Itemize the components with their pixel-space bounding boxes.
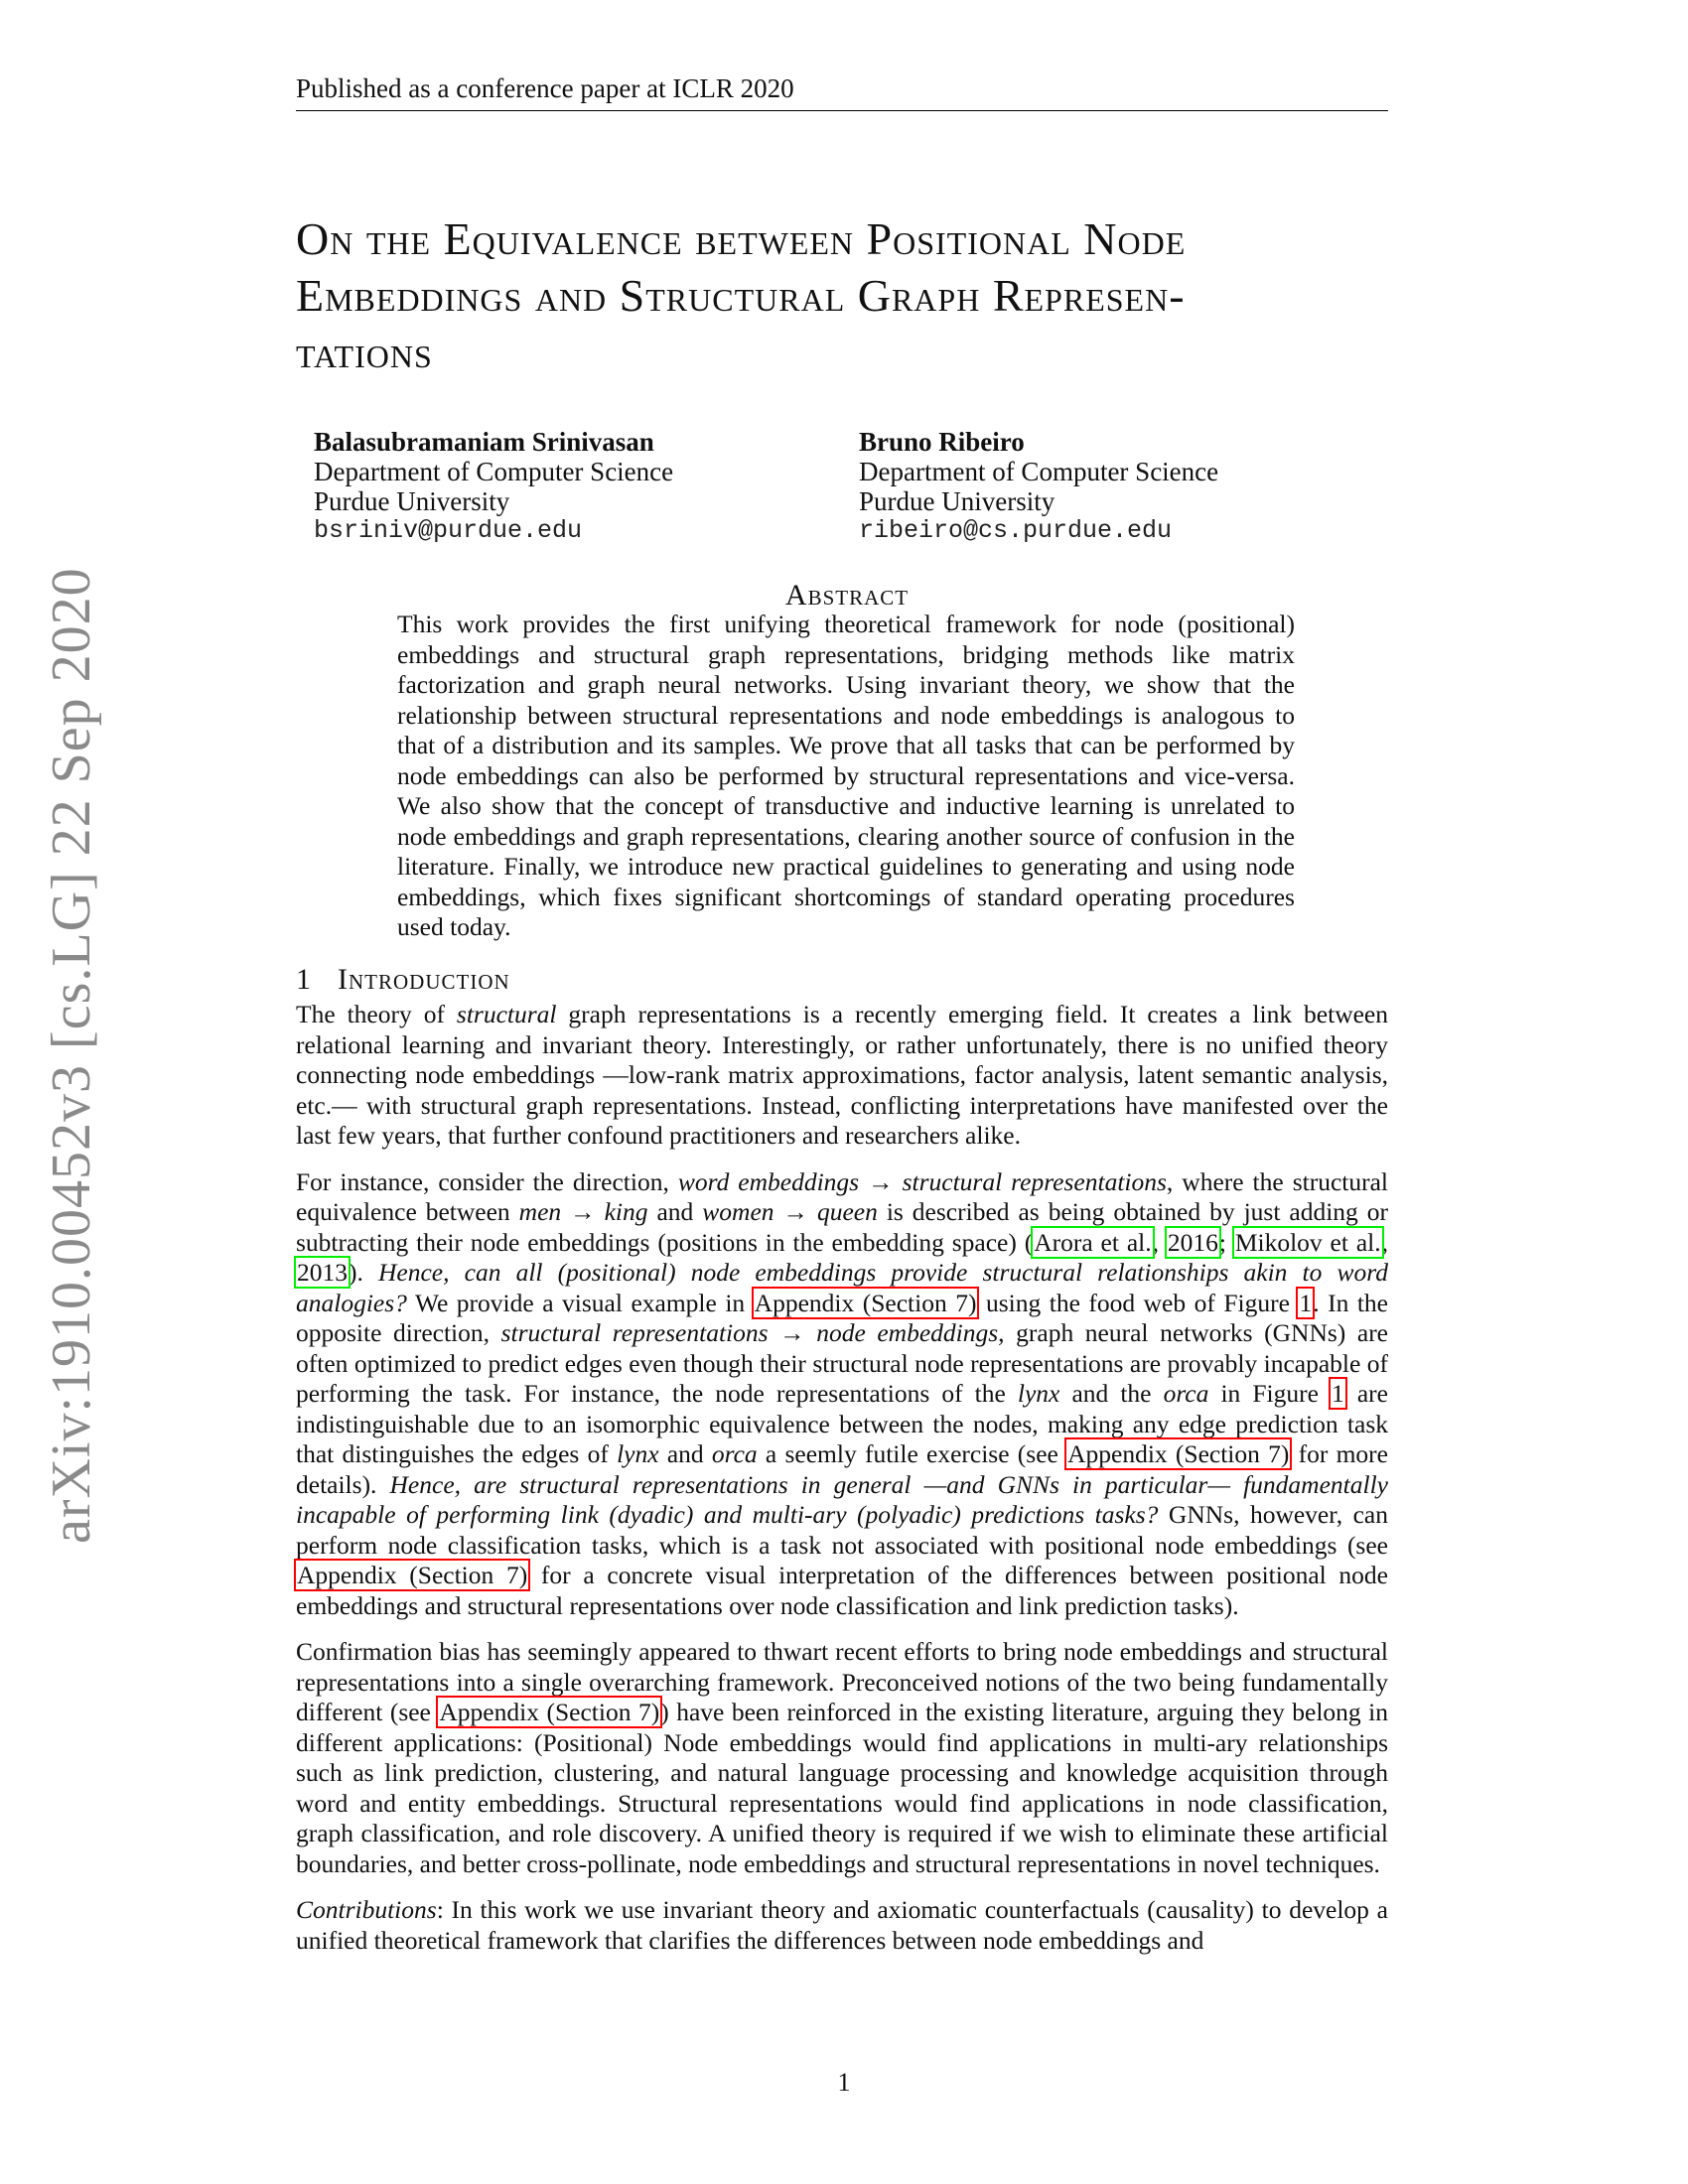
abstract-text: This work provides the first unifying theoretical framework for node (positional) embeddings and structural graph representations, bridging methods like matrix factorization and graph neural networks. Using invariant theory, we show that the relationship between structural representations and node embeddings is analogous to that of a distribution and its samples. We prove that all tasks that can be performed by node embeddings can also be performed by structural representations and vice-versa. We also show that the concept of transductive and inductive learning is unrelated to node embeddings and graph representations, clearing another source of confusion in the literature. Finally, we introduce new practical guidelines to generating and using node embeddings, which fixes significant shortcomings of standard operating procedures used today.	[397, 610, 1295, 941]
author-block-1	[314, 427, 673, 546]
appendix-link[interactable]: Appendix (Section 7)	[754, 1288, 977, 1317]
paragraph-2: For instance, consider the direction, word embeddings → structural representations, where the structural equivalence between men → king and women → queen is described as being obtained by just adding or subtracting their node embeddings (positions in the embedding space) (Arora et al., 2016; Mikolov et al., 2013). Hence, can all (positional) node embeddings provide structural relationships akin to word analogies? We provide a visual example in Appendix (Section 7) using the food web of Figure 1. In the opposite direction, structural representations → node embeddings, graph neural networks (GNNs) are often optimized to predict edges even though their structural node representations are provably incapable of performing the task. For instance, the node representations of the lynx and the orca in Figure 1 are indistinguishable due to an isomorphic equivalence between the nodes, making any edge prediction task that distinguishes the edges of lynx and orca a seemly futile exercise (see Appendix (Section 7) for more details). Hence, are structural representations in general —and GNNs in particular— fundamentally incapable of performing link (dyadic) and multi-ary (polyadic) predictions tasks? GNNs, however, can perform node classification tasks, which is a task not associated with positional node embeddings (see Appendix (Section 7) for a concrete visual interpretation of the differences between positional node embeddings and structural representations over node classification and link prediction tasks).	[296, 1166, 1389, 1620]
page-number: 1	[837, 2068, 851, 2097]
body-text	[296, 1000, 1388, 1972]
figure-link[interactable]: 1	[1332, 1379, 1344, 1408]
paper-title	[296, 210, 1398, 380]
appendix-link[interactable]: Appendix (Section 7)	[297, 1561, 528, 1589]
figure-link[interactable]: 1	[1299, 1288, 1313, 1317]
running-head: Published as a conference paper at ICLR 2020	[296, 73, 1388, 111]
paragraph-4: Contributions: In this work we use invariant theory and axiomatic counterfactuals (causality) to develop a unified theoretical framework that clarifies the differences between node embeddings and	[296, 1895, 1388, 1955]
author-univ: Purdue University	[314, 486, 510, 516]
appendix-link[interactable]: Appendix (Section 7)	[1067, 1439, 1290, 1468]
paragraph-3: Confirmation bias has seemingly appeared to thwart recent efforts to bring node embeddings and structural representations into a single overarching framework. Preconceived notions of the two being fundamentally different (see Appendix (Section 7)) have been reinforced in the existing literature, arguing they belong in different applications: (Positional) Node embeddings would find applications in multi-ary relationships such as link prediction, clustering, and natural language processing and knowledge acquisition through word and entity embeddings. Structural representations would find applications in node classification, graph classification, and role discovery. A unified theory is required if we wish to eliminate these artificial boundaries, and better cross-pollinate, node embeddings and structural representations in novel techniques.	[296, 1637, 1388, 1878]
author-univ: Purdue University	[859, 486, 1055, 516]
author-email: bsriniv@purdue.edu	[314, 516, 583, 545]
author-block-2	[859, 427, 1218, 546]
abstract-heading: Abstract	[784, 579, 910, 612]
appendix-link[interactable]: Appendix (Section 7)	[439, 1698, 660, 1726]
paragraph-1: The theory of structural graph representations is a recently emerging field. It creates a link between relational learning and invariant theory. Interestingly, or rather unfortunately, there is no unified theory connecting node embeddings —low-rank matrix approximations, factor analysis, latent semantic analysis, etc.— with structural graph representations. Instead, conflicting interpretations have manifested over the last few years, that further confound practitioners and researchers alike.	[296, 1000, 1388, 1150]
citation-link[interactable]: Arora et al.	[1034, 1227, 1152, 1257]
title-line-1: On the Equivalence between Positional Node	[296, 213, 1187, 264]
author-dept: Department of Computer Science	[859, 457, 1219, 486]
citation-link[interactable]: 2013	[297, 1258, 348, 1287]
title-line-3: tations	[296, 327, 433, 377]
section-title: Introduction	[338, 963, 510, 996]
author-dept: Department of Computer Science	[314, 457, 674, 486]
author-email: ribeiro@cs.purdue.edu	[859, 516, 1173, 545]
title-line-2: Embeddings and Structural Graph Represen-	[296, 270, 1186, 321]
author-name: Bruno Ribeiro	[859, 427, 1025, 457]
citation-link[interactable]: Mikolov et al.	[1234, 1227, 1381, 1257]
citation-link[interactable]: 2016	[1167, 1227, 1218, 1257]
author-name: Balasubramaniam Srinivasan	[314, 427, 654, 457]
section-heading	[296, 963, 510, 997]
arxiv-identifier: arXiv:1910.00452v3 [cs.LG] 22 Sep 2020	[41, 567, 102, 1544]
section-number: 1	[296, 963, 312, 996]
